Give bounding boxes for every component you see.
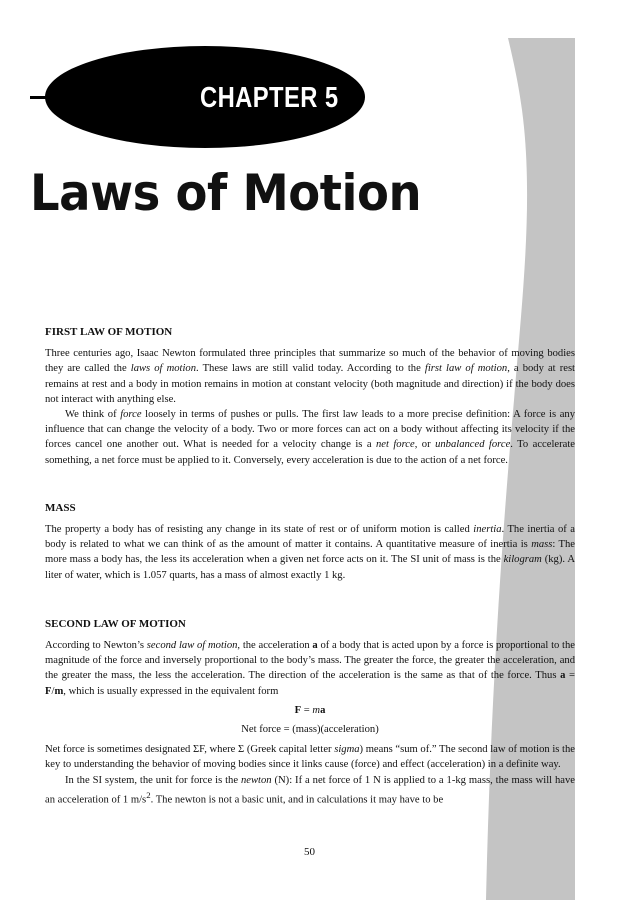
emphasis: first law of motion bbox=[424, 363, 508, 375]
section-heading: FIRST LAW OF MOTION bbox=[45, 326, 173, 338]
chapter-label: CHAPTER 5 bbox=[200, 82, 339, 114]
emphasis: net force bbox=[375, 439, 415, 451]
vector-symbol: F bbox=[45, 685, 52, 697]
vector-symbol: a bbox=[312, 640, 318, 652]
section-second-law bbox=[45, 617, 575, 808]
page-number: 50 bbox=[304, 846, 315, 858]
chapter-banner-rule bbox=[30, 96, 110, 99]
section-heading: SECOND LAW OF MOTION bbox=[45, 617, 186, 630]
emphasis: second law of motion bbox=[146, 640, 238, 652]
section-heading: MASS bbox=[45, 501, 76, 514]
emphasis: kilogram bbox=[503, 554, 542, 566]
paragraph: We think of force loosely in terms of pushes or pulls. The first law leads to a more precise definition: A force is any influence that can change the velocity of a body. Two or more forces can act on a body without affecting its velocity if the forces cancel one another out. What is needed for a velocity change is a net force, or unbalanced force. To accelerate something, a net force must be applied to it. Conversely, every acceleration is due to the action of a net force. bbox=[45, 409, 575, 466]
paragraph: Three centuries ago, Isaac Newton formulated three principles that summarize so much of the behavior of moving bodies they are called the laws of motion. These laws are still valid today. According to the first law of motion, a body at rest remains at rest and a body in motion remains in motion at constant velocity (both magnitude and direction) if the body does not interact with anything else. bbox=[45, 348, 576, 405]
section-first-law bbox=[45, 325, 575, 468]
paragraph: According to Newton’s second law of motion, the acceleration a of a body that is acted upon by a force is proportional to the magnitude of the force and inversely proportional to the body’s mass. The greater the force, the greater the acceleration, and the greater the mass, the less the acceleration. The direction of the acceleration is the same as that of the force. Thus a = F/m, which is usually expressed in the equivalent form bbox=[45, 640, 575, 697]
page-content bbox=[45, 325, 575, 841]
vector-symbol: a bbox=[560, 670, 566, 682]
emphasis: force bbox=[120, 409, 142, 421]
emphasis: inertia bbox=[473, 524, 502, 536]
vector-symbol: m bbox=[54, 685, 64, 697]
equation-words: Net force = (mass)(acceleration) bbox=[241, 724, 379, 736]
emphasis: unbalanced force bbox=[435, 439, 511, 451]
emphasis: sigma bbox=[334, 744, 360, 756]
emphasis: laws of motion bbox=[130, 363, 197, 375]
equation: F = ma bbox=[294, 704, 326, 716]
section-mass bbox=[45, 501, 575, 583]
paragraph: Net force is sometimes designated ΣF, where Σ (Greek capital letter sigma) means “sum of.” The second law of motion is the key to understanding the behavior of moving bodies since it links cause (force) and effect (acceleration) in a definite way. bbox=[45, 744, 575, 771]
emphasis: mass bbox=[531, 539, 553, 551]
chapter-title: Laws of Motion bbox=[30, 164, 422, 222]
paragraph: The property a body has of resisting any change in its state of rest or of uniform motion is called inertia. The inertia of a body is related to what we can think of as the amount of matter it contains. A quantitative measure of inertia is mass: The more mass a body has, the less its acceleration when a given net force acts on it. The SI unit of mass is the kilogram (kg). A liter of water, which is 1.057 quarts, has a mass of almost exactly 1 kg. bbox=[45, 524, 576, 581]
emphasis: newton bbox=[240, 774, 272, 786]
paragraph: In the SI system, the unit for force is the newton (N): If a net force of 1 N is applied to a 1-kg mass, the mass will have an acceleration of 1 $m/s^2$. The newton is not a basic unit, and in calculations it may have to be bbox=[45, 774, 575, 806]
